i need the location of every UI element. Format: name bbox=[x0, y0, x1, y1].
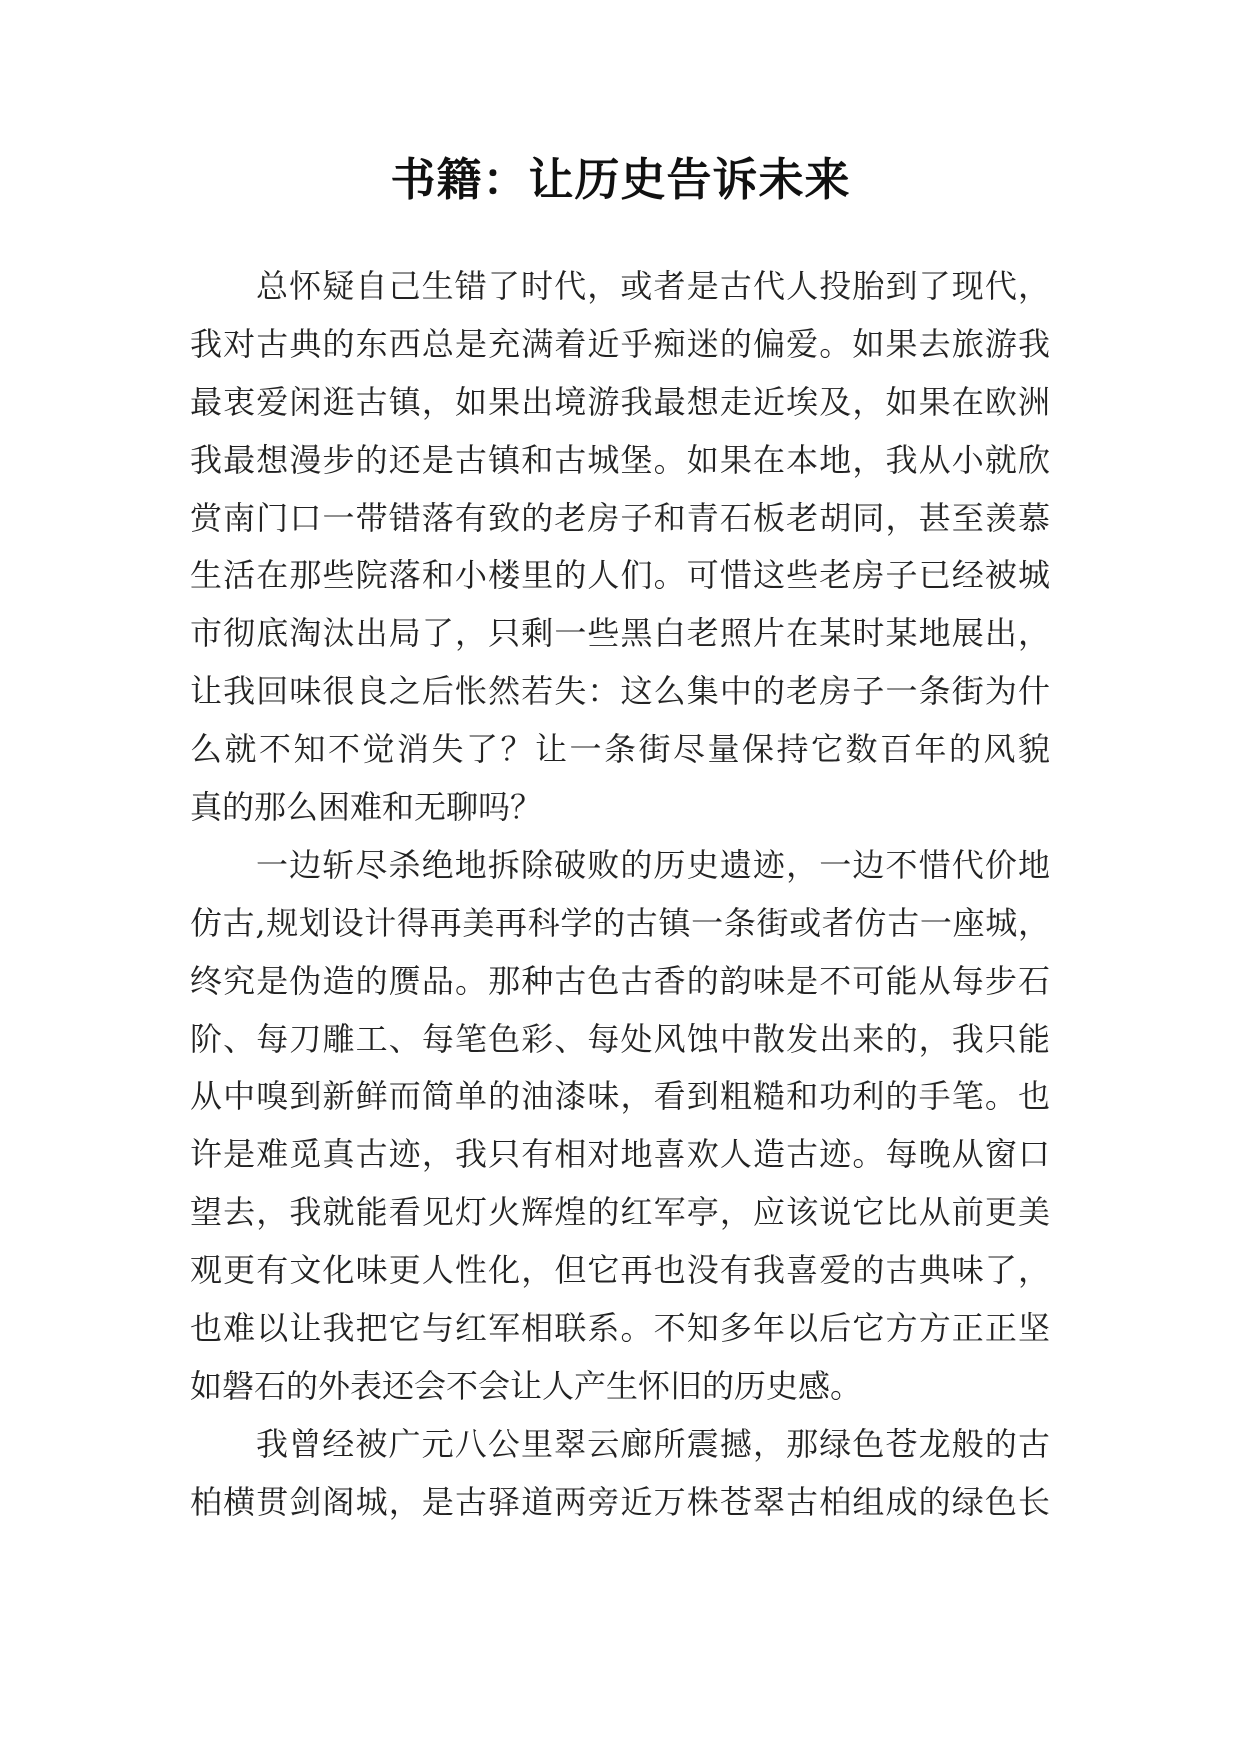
paragraph-1-line-10: 真的那么困难和无聊吗？ bbox=[190, 788, 543, 827]
paragraph-2-line-4: 阶、每刀雕工、每笔色彩、每处风蚀中散发出来的，我只能 bbox=[190, 1019, 1050, 1058]
paragraph-1-line-5: 赏南门口一带错落有致的老房子和青石板老胡同，甚至羡慕 bbox=[190, 498, 1050, 537]
paragraph-1-line-8: 让我回味很良之后怅然若失：这么集中的老房子一条街为什 bbox=[190, 672, 1050, 711]
paragraph-1-line-1: 总怀疑自己生错了时代，或者是古代人投胎到了现代， bbox=[256, 267, 1050, 305]
paragraph-2-line-8: 观更有文化味更人性化，但它再也没有我喜爱的古典味了， bbox=[190, 1251, 1050, 1290]
document-title: 书籍：让历史告诉未来 bbox=[390, 153, 851, 206]
paragraph-1-line-3: 最衷爱闲逛古镇，如果出境游我最想走近埃及，如果在欧洲 bbox=[190, 382, 1050, 421]
paragraph-1-line-2: 我对古典的东西总是充满着近乎痴迷的偏爱。如果去旅游我 bbox=[190, 324, 1050, 363]
paragraph-2-line-6: 许是难觅真古迹，我只有相对地喜欢人造古迹。每晚从窗口 bbox=[190, 1135, 1050, 1174]
paragraph-2-line-10: 如磐石的外表还会不会让人产生怀旧的历史感。 bbox=[190, 1366, 863, 1405]
paragraph-1-line-4: 我最想漫步的还是古镇和古城堡。如果在本地，我从小就欣 bbox=[190, 440, 1050, 479]
paragraph-2-line-1: 一边斩尽杀绝地拆除破败的历史遗迹，一边不惜代价地 bbox=[256, 845, 1050, 884]
paragraph-2-line-2: 仿古,规划设计得再美再科学的古镇一条街或者仿古一座城， bbox=[190, 903, 1050, 942]
paragraph-1-line-9: 么就不知不觉消失了？让一条街尽量保持它数百年的风貌 bbox=[190, 730, 1050, 769]
paragraph-3-line-2: 柏横贯剑阁城，是古驿道两旁近万株苍翠古柏组成的绿色长 bbox=[190, 1482, 1050, 1521]
paragraph-2-line-5: 从中嗅到新鲜而简单的油漆味，看到粗糙和功利的手笔。也 bbox=[190, 1077, 1050, 1116]
document-body bbox=[190, 258, 1050, 1532]
paragraph-2-line-3: 终究是伪造的赝品。那种古色古香的韵味是不可能从每步石 bbox=[190, 961, 1050, 1000]
paragraph-1-line-7: 市彻底淘汰出局了，只剩一些黑白老照片在某时某地展出， bbox=[190, 614, 1050, 653]
paragraph-1-line-6: 生活在那些院落和小楼里的人们。可惜这些老房子已经被城 bbox=[190, 556, 1050, 595]
paragraph-3-line-1: 我曾经被广元八公里翠云廊所震撼，那绿色苍龙般的古 bbox=[256, 1424, 1050, 1463]
paragraph-2-line-9: 也难以让我把它与红军相联系。不知多年以后它方方正正坚 bbox=[190, 1309, 1050, 1348]
paragraph-2-line-7: 望去，我就能看见灯火辉煌的红军亭，应该说它比从前更美 bbox=[190, 1193, 1050, 1232]
